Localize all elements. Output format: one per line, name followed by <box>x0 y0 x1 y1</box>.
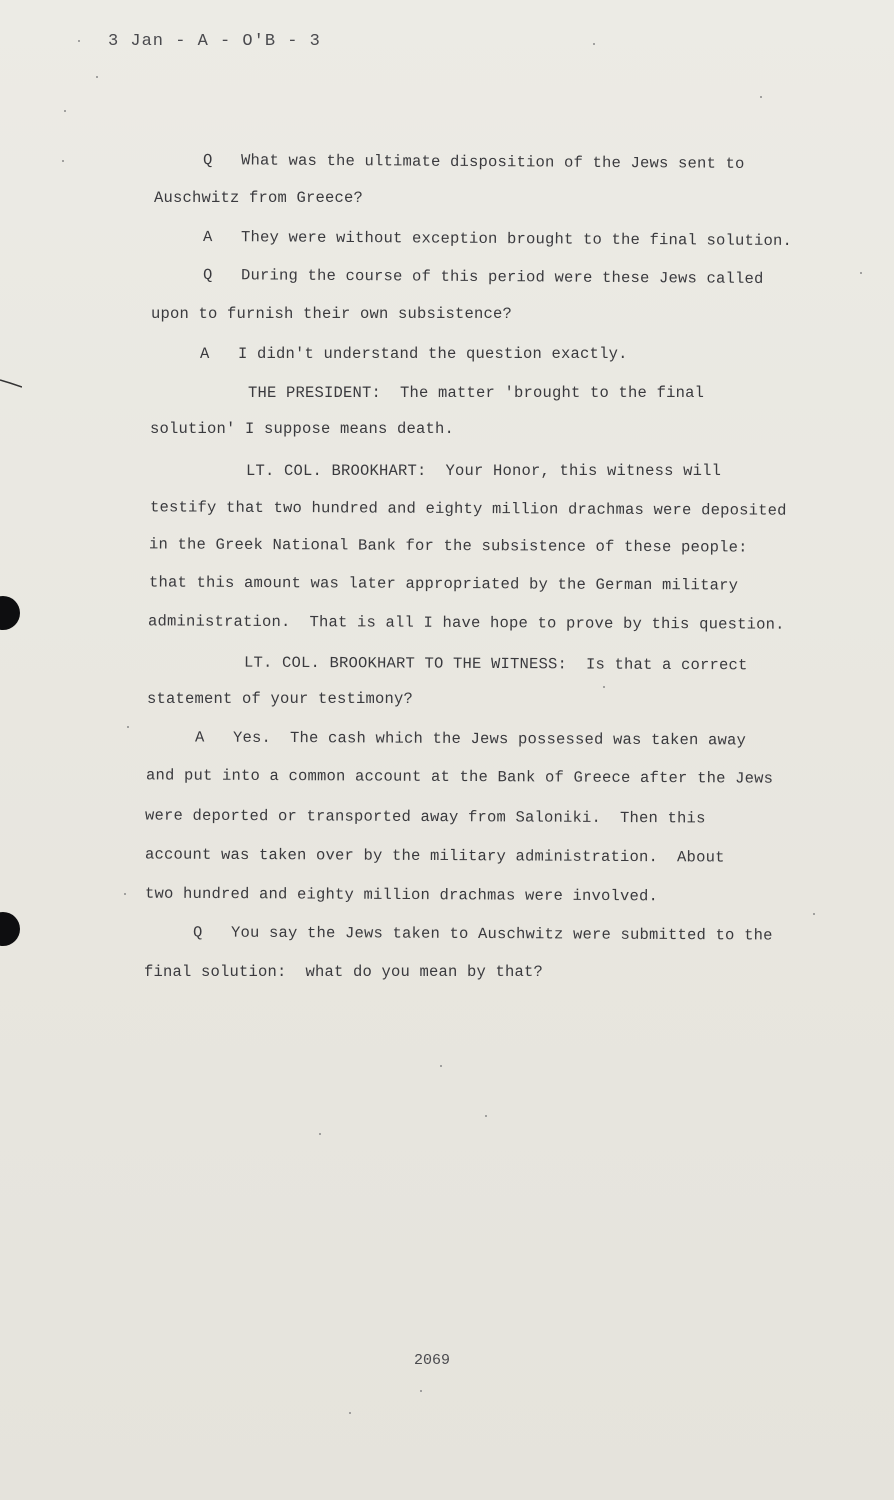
speck <box>440 1065 442 1067</box>
page-number: 2069 <box>414 1352 451 1369</box>
speck <box>127 726 129 728</box>
transcript-line-21: Q You say the Jews taken to Auschwitz were submitted to the <box>192 923 773 945</box>
speck <box>319 1133 321 1135</box>
punch-hole-upper <box>0 596 20 630</box>
speck <box>603 686 605 688</box>
transcript-line-17: and put into a common account at the Bank of Greece after the Jews <box>145 766 774 788</box>
transcript-line-16: A Yes. The cash which the Jews possessed was taken away <box>194 728 747 750</box>
transcript-line-22: final solution: what do you mean by that? <box>144 963 544 981</box>
speck <box>813 913 815 915</box>
speck <box>349 1412 351 1414</box>
transcript-line-14: LT. COL. BROOKHART TO THE WITNESS: Is that a correct <box>243 653 748 675</box>
speck <box>64 110 66 112</box>
transcript-line-18: were deported or transported away from Saloniki. Then this <box>144 806 706 828</box>
page-reference-header: 3 Jan - A - O'B - 3 <box>108 32 321 51</box>
transcript-line-3: A They were without exception brought to the final solution. <box>202 227 793 251</box>
transcript-line-10: testify that two hundred and eighty million drachmas were deposited <box>149 498 787 520</box>
speck <box>420 1390 422 1392</box>
transcript-line-12: that this amount was later appropriated by the German military <box>148 573 739 595</box>
speck <box>78 40 80 42</box>
speck <box>96 76 98 78</box>
transcript-line-9: LT. COL. BROOKHART: Your Honor, this witness will <box>246 462 722 480</box>
transcript-line-5: upon to furnish their own subsistence? <box>151 305 513 323</box>
transcript-line-15: statement of your testimony? <box>147 690 414 708</box>
punch-hole-lower <box>0 912 20 946</box>
edge-tick-mark <box>0 378 22 388</box>
transcript-line-13: administration. That is all I have hope to prove by this question. <box>147 612 785 634</box>
transcript-line-6: A I didn't understand the question exactly. <box>200 345 628 363</box>
speck <box>760 96 762 98</box>
speck <box>62 160 64 162</box>
speck <box>593 43 595 45</box>
transcript-line-2: Auschwitz from Greece? <box>154 189 364 207</box>
transcript-line-20: two hundred and eighty million drachmas were involved. <box>144 884 659 906</box>
speck <box>860 272 862 274</box>
transcript-line-1: Q What was the ultimate disposition of the Jews sent to <box>202 151 745 173</box>
speck <box>124 893 126 895</box>
speck <box>485 1115 487 1117</box>
transcript-line-8: solution' I suppose means death. <box>150 420 455 438</box>
transcript-line-7: THE PRESIDENT: The matter 'brought to the final <box>248 384 705 402</box>
transcript-line-19: account was taken over by the military administration. About <box>144 845 725 867</box>
transcript-line-4: Q During the course of this period were these Jews called <box>202 266 764 288</box>
transcript-line-11: in the Greek National Bank for the subsistence of these people: <box>148 535 748 557</box>
